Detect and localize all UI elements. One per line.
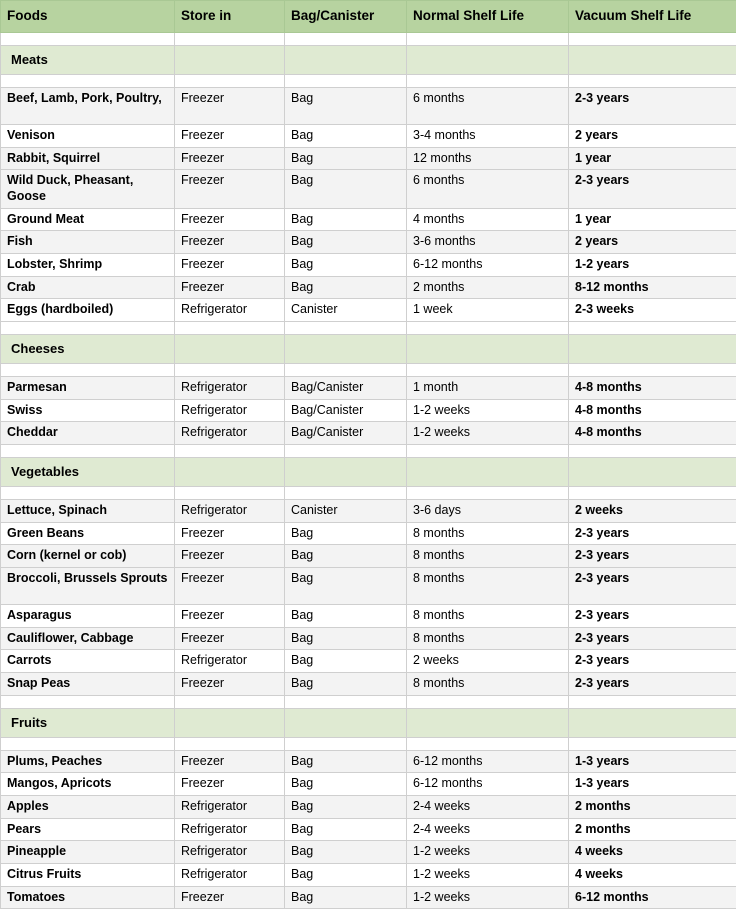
cell-normal-shelf-life: 8 months	[407, 522, 569, 545]
spacer-cell	[407, 75, 569, 88]
section-label: Cheeses	[1, 334, 175, 363]
section-cell	[569, 457, 736, 486]
cell-food: Crab	[1, 276, 175, 299]
cell-bag-canister: Bag	[285, 125, 407, 148]
cell-bag-canister: Bag	[285, 147, 407, 170]
spacer-cell	[407, 695, 569, 708]
cell-bag-canister: Bag	[285, 522, 407, 545]
column-header-normal-shelf-life: Normal Shelf Life	[407, 1, 569, 33]
cell-normal-shelf-life: 1-2 weeks	[407, 399, 569, 422]
spacer-cell	[175, 75, 285, 88]
table-row	[1, 545, 736, 568]
spacer-cell	[285, 444, 407, 457]
cell-food: Fish	[1, 231, 175, 254]
spacer-cell	[175, 444, 285, 457]
cell-food: Broccoli, Brussels Sprouts	[1, 568, 175, 605]
cell-store-in: Freezer	[175, 147, 285, 170]
table-row	[1, 231, 736, 254]
cell-food: Cheddar	[1, 422, 175, 445]
cell-food: Carrots	[1, 650, 175, 673]
cell-store-in: Freezer	[175, 125, 285, 148]
cell-store-in: Refrigerator	[175, 377, 285, 400]
spacer-cell	[285, 321, 407, 334]
table-header-row	[1, 1, 736, 33]
table-body	[1, 32, 736, 908]
spacer-cell	[1, 444, 175, 457]
cell-vacuum-shelf-life: 2 weeks	[569, 500, 736, 523]
cell-store-in: Freezer	[175, 750, 285, 773]
cell-bag-canister: Bag	[285, 88, 407, 125]
cell-food: Asparagus	[1, 605, 175, 628]
section-cell	[175, 708, 285, 737]
cell-bag-canister: Bag	[285, 886, 407, 909]
cell-store-in: Freezer	[175, 522, 285, 545]
cell-normal-shelf-life: 3-4 months	[407, 125, 569, 148]
cell-vacuum-shelf-life: 1-3 years	[569, 773, 736, 796]
table-row	[1, 399, 736, 422]
cell-normal-shelf-life: 1-2 weeks	[407, 863, 569, 886]
section-cell	[285, 708, 407, 737]
section-cell	[285, 45, 407, 74]
spacer-cell	[407, 444, 569, 457]
spacer-cell	[407, 321, 569, 334]
cell-bag-canister: Bag	[285, 627, 407, 650]
cell-vacuum-shelf-life: 2-3 years	[569, 605, 736, 628]
table-row	[1, 650, 736, 673]
cell-food: Wild Duck, Pheasant, Goose	[1, 170, 175, 208]
cell-store-in: Freezer	[175, 88, 285, 125]
cell-food: Venison	[1, 125, 175, 148]
column-header-foods: Foods	[1, 1, 175, 33]
table-row	[1, 863, 736, 886]
cell-vacuum-shelf-life: 2 years	[569, 231, 736, 254]
section-cell	[569, 334, 736, 363]
table-row	[1, 886, 736, 909]
cell-food: Ground Meat	[1, 208, 175, 231]
cell-bag-canister: Bag	[285, 231, 407, 254]
cell-store-in: Refrigerator	[175, 650, 285, 673]
table-row	[1, 773, 736, 796]
cell-bag-canister: Bag	[285, 672, 407, 695]
spacer-cell	[285, 364, 407, 377]
table-row	[1, 276, 736, 299]
section-row	[1, 708, 736, 737]
column-header-bag-canister: Bag/Canister	[285, 1, 407, 33]
spacer-row	[1, 737, 736, 750]
cell-normal-shelf-life: 8 months	[407, 545, 569, 568]
cell-vacuum-shelf-life: 4 weeks	[569, 863, 736, 886]
cell-vacuum-shelf-life: 2-3 years	[569, 672, 736, 695]
cell-normal-shelf-life: 6-12 months	[407, 773, 569, 796]
spacer-row	[1, 695, 736, 708]
cell-normal-shelf-life: 12 months	[407, 147, 569, 170]
cell-vacuum-shelf-life: 2-3 years	[569, 522, 736, 545]
spacer-cell	[175, 32, 285, 45]
cell-bag-canister: Bag	[285, 796, 407, 819]
section-cell	[407, 708, 569, 737]
cell-vacuum-shelf-life: 2-3 years	[569, 650, 736, 673]
column-header-vacuum-shelf-life: Vacuum Shelf Life	[569, 1, 736, 33]
spacer-cell	[407, 32, 569, 45]
cell-normal-shelf-life: 3-6 days	[407, 500, 569, 523]
cell-bag-canister: Bag	[285, 170, 407, 208]
spacer-cell	[175, 487, 285, 500]
cell-store-in: Refrigerator	[175, 500, 285, 523]
cell-food: Pineapple	[1, 841, 175, 864]
cell-store-in: Freezer	[175, 276, 285, 299]
column-header-store-in: Store in	[175, 1, 285, 33]
section-cell	[407, 334, 569, 363]
spacer-cell	[285, 487, 407, 500]
table-row	[1, 170, 736, 208]
cell-normal-shelf-life: 4 months	[407, 208, 569, 231]
cell-normal-shelf-life: 1-2 weeks	[407, 886, 569, 909]
cell-store-in: Freezer	[175, 773, 285, 796]
cell-vacuum-shelf-life: 2-3 years	[569, 170, 736, 208]
cell-food: Apples	[1, 796, 175, 819]
cell-normal-shelf-life: 8 months	[407, 568, 569, 605]
cell-food: Rabbit, Squirrel	[1, 147, 175, 170]
spacer-cell	[285, 75, 407, 88]
table-row	[1, 841, 736, 864]
section-row	[1, 334, 736, 363]
section-label: Fruits	[1, 708, 175, 737]
section-row	[1, 45, 736, 74]
section-cell	[407, 457, 569, 486]
spacer-cell	[1, 487, 175, 500]
spacer-cell	[1, 737, 175, 750]
cell-food: Swiss	[1, 399, 175, 422]
cell-food: Snap Peas	[1, 672, 175, 695]
section-cell	[175, 45, 285, 74]
spacer-cell	[407, 487, 569, 500]
section-cell	[569, 708, 736, 737]
cell-bag-canister: Bag	[285, 863, 407, 886]
section-row	[1, 457, 736, 486]
spacer-cell	[285, 737, 407, 750]
spacer-cell	[407, 737, 569, 750]
cell-bag-canister: Bag	[285, 841, 407, 864]
cell-bag-canister: Bag	[285, 545, 407, 568]
cell-bag-canister: Bag	[285, 818, 407, 841]
cell-vacuum-shelf-life: 1 year	[569, 147, 736, 170]
cell-normal-shelf-life: 6-12 months	[407, 253, 569, 276]
cell-bag-canister: Bag/Canister	[285, 399, 407, 422]
cell-vacuum-shelf-life: 2-3 weeks	[569, 299, 736, 322]
cell-store-in: Freezer	[175, 231, 285, 254]
section-cell	[285, 457, 407, 486]
table-row	[1, 500, 736, 523]
table-row	[1, 627, 736, 650]
section-label: Vegetables	[1, 457, 175, 486]
spacer-cell	[175, 364, 285, 377]
cell-bag-canister: Bag	[285, 773, 407, 796]
cell-vacuum-shelf-life: 1-2 years	[569, 253, 736, 276]
cell-store-in: Freezer	[175, 627, 285, 650]
cell-vacuum-shelf-life: 2-3 years	[569, 88, 736, 125]
cell-store-in: Refrigerator	[175, 818, 285, 841]
cell-normal-shelf-life: 1-2 weeks	[407, 422, 569, 445]
cell-bag-canister: Bag	[285, 750, 407, 773]
spacer-cell	[1, 364, 175, 377]
cell-vacuum-shelf-life: 6-12 months	[569, 886, 736, 909]
table-row	[1, 253, 736, 276]
cell-bag-canister: Bag	[285, 650, 407, 673]
cell-store-in: Freezer	[175, 545, 285, 568]
cell-normal-shelf-life: 6 months	[407, 170, 569, 208]
section-cell	[569, 45, 736, 74]
cell-store-in: Refrigerator	[175, 422, 285, 445]
cell-normal-shelf-life: 2 months	[407, 276, 569, 299]
cell-food: Lettuce, Spinach	[1, 500, 175, 523]
cell-bag-canister: Bag	[285, 208, 407, 231]
cell-vacuum-shelf-life: 2 months	[569, 818, 736, 841]
table-row	[1, 422, 736, 445]
cell-bag-canister: Canister	[285, 500, 407, 523]
table-row	[1, 125, 736, 148]
spacer-cell	[285, 32, 407, 45]
cell-vacuum-shelf-life: 4-8 months	[569, 399, 736, 422]
table-row	[1, 88, 736, 125]
spacer-cell	[569, 32, 736, 45]
cell-store-in: Freezer	[175, 568, 285, 605]
table-row	[1, 605, 736, 628]
cell-food: Beef, Lamb, Pork, Poultry,	[1, 88, 175, 125]
cell-normal-shelf-life: 8 months	[407, 627, 569, 650]
cell-bag-canister: Bag/Canister	[285, 422, 407, 445]
cell-bag-canister: Canister	[285, 299, 407, 322]
cell-bag-canister: Bag	[285, 253, 407, 276]
cell-vacuum-shelf-life: 2 years	[569, 125, 736, 148]
cell-food: Mangos, Apricots	[1, 773, 175, 796]
cell-vacuum-shelf-life: 1-3 years	[569, 750, 736, 773]
cell-food: Green Beans	[1, 522, 175, 545]
section-cell	[407, 45, 569, 74]
cell-normal-shelf-life: 2-4 weeks	[407, 796, 569, 819]
section-cell	[285, 334, 407, 363]
table-row	[1, 208, 736, 231]
cell-vacuum-shelf-life: 8-12 months	[569, 276, 736, 299]
table-row	[1, 377, 736, 400]
table-row	[1, 568, 736, 605]
cell-food: Corn (kernel or cob)	[1, 545, 175, 568]
cell-store-in: Freezer	[175, 605, 285, 628]
cell-vacuum-shelf-life: 2 months	[569, 796, 736, 819]
cell-store-in: Refrigerator	[175, 399, 285, 422]
spacer-row	[1, 32, 736, 45]
spacer-cell	[1, 75, 175, 88]
cell-vacuum-shelf-life: 2-3 years	[569, 568, 736, 605]
table-row	[1, 750, 736, 773]
spacer-cell	[569, 364, 736, 377]
spacer-cell	[569, 75, 736, 88]
section-cell	[175, 334, 285, 363]
cell-vacuum-shelf-life: 4-8 months	[569, 377, 736, 400]
cell-store-in: Refrigerator	[175, 841, 285, 864]
cell-normal-shelf-life: 2-4 weeks	[407, 818, 569, 841]
cell-food: Parmesan	[1, 377, 175, 400]
cell-normal-shelf-life: 2 weeks	[407, 650, 569, 673]
table-row	[1, 299, 736, 322]
section-label: Meats	[1, 45, 175, 74]
cell-food: Lobster, Shrimp	[1, 253, 175, 276]
table-row	[1, 672, 736, 695]
table-row	[1, 522, 736, 545]
cell-bag-canister: Bag	[285, 605, 407, 628]
spacer-cell	[175, 321, 285, 334]
cell-food: Tomatoes	[1, 886, 175, 909]
spacer-cell	[569, 487, 736, 500]
cell-store-in: Freezer	[175, 886, 285, 909]
cell-store-in: Refrigerator	[175, 796, 285, 819]
cell-store-in: Refrigerator	[175, 863, 285, 886]
cell-store-in: Freezer	[175, 170, 285, 208]
spacer-cell	[175, 737, 285, 750]
spacer-row	[1, 487, 736, 500]
cell-normal-shelf-life: 8 months	[407, 672, 569, 695]
spacer-cell	[569, 321, 736, 334]
table-row	[1, 818, 736, 841]
table-row	[1, 147, 736, 170]
cell-normal-shelf-life: 3-6 months	[407, 231, 569, 254]
cell-vacuum-shelf-life: 2-3 years	[569, 627, 736, 650]
spacer-cell	[175, 695, 285, 708]
cell-food: Plums, Peaches	[1, 750, 175, 773]
cell-normal-shelf-life: 1 week	[407, 299, 569, 322]
spacer-cell	[1, 32, 175, 45]
spacer-row	[1, 321, 736, 334]
cell-food: Pears	[1, 818, 175, 841]
cell-normal-shelf-life: 6-12 months	[407, 750, 569, 773]
spacer-cell	[285, 695, 407, 708]
spacer-cell	[407, 364, 569, 377]
spacer-cell	[569, 737, 736, 750]
cell-store-in: Refrigerator	[175, 299, 285, 322]
cell-store-in: Freezer	[175, 208, 285, 231]
spacer-cell	[569, 444, 736, 457]
cell-vacuum-shelf-life: 1 year	[569, 208, 736, 231]
spacer-cell	[1, 321, 175, 334]
cell-food: Cauliflower, Cabbage	[1, 627, 175, 650]
cell-bag-canister: Bag	[285, 276, 407, 299]
cell-vacuum-shelf-life: 4 weeks	[569, 841, 736, 864]
table-row	[1, 796, 736, 819]
cell-bag-canister: Bag/Canister	[285, 377, 407, 400]
cell-normal-shelf-life: 1 month	[407, 377, 569, 400]
cell-food: Citrus Fruits	[1, 863, 175, 886]
cell-vacuum-shelf-life: 2-3 years	[569, 545, 736, 568]
spacer-cell	[569, 695, 736, 708]
spacer-cell	[1, 695, 175, 708]
spacer-row	[1, 364, 736, 377]
cell-normal-shelf-life: 6 months	[407, 88, 569, 125]
cell-bag-canister: Bag	[285, 568, 407, 605]
section-cell	[175, 457, 285, 486]
cell-food: Eggs (hardboiled)	[1, 299, 175, 322]
cell-vacuum-shelf-life: 4-8 months	[569, 422, 736, 445]
spacer-row	[1, 75, 736, 88]
spacer-row	[1, 444, 736, 457]
cell-store-in: Freezer	[175, 672, 285, 695]
cell-normal-shelf-life: 1-2 weeks	[407, 841, 569, 864]
cell-store-in: Freezer	[175, 253, 285, 276]
cell-normal-shelf-life: 8 months	[407, 605, 569, 628]
